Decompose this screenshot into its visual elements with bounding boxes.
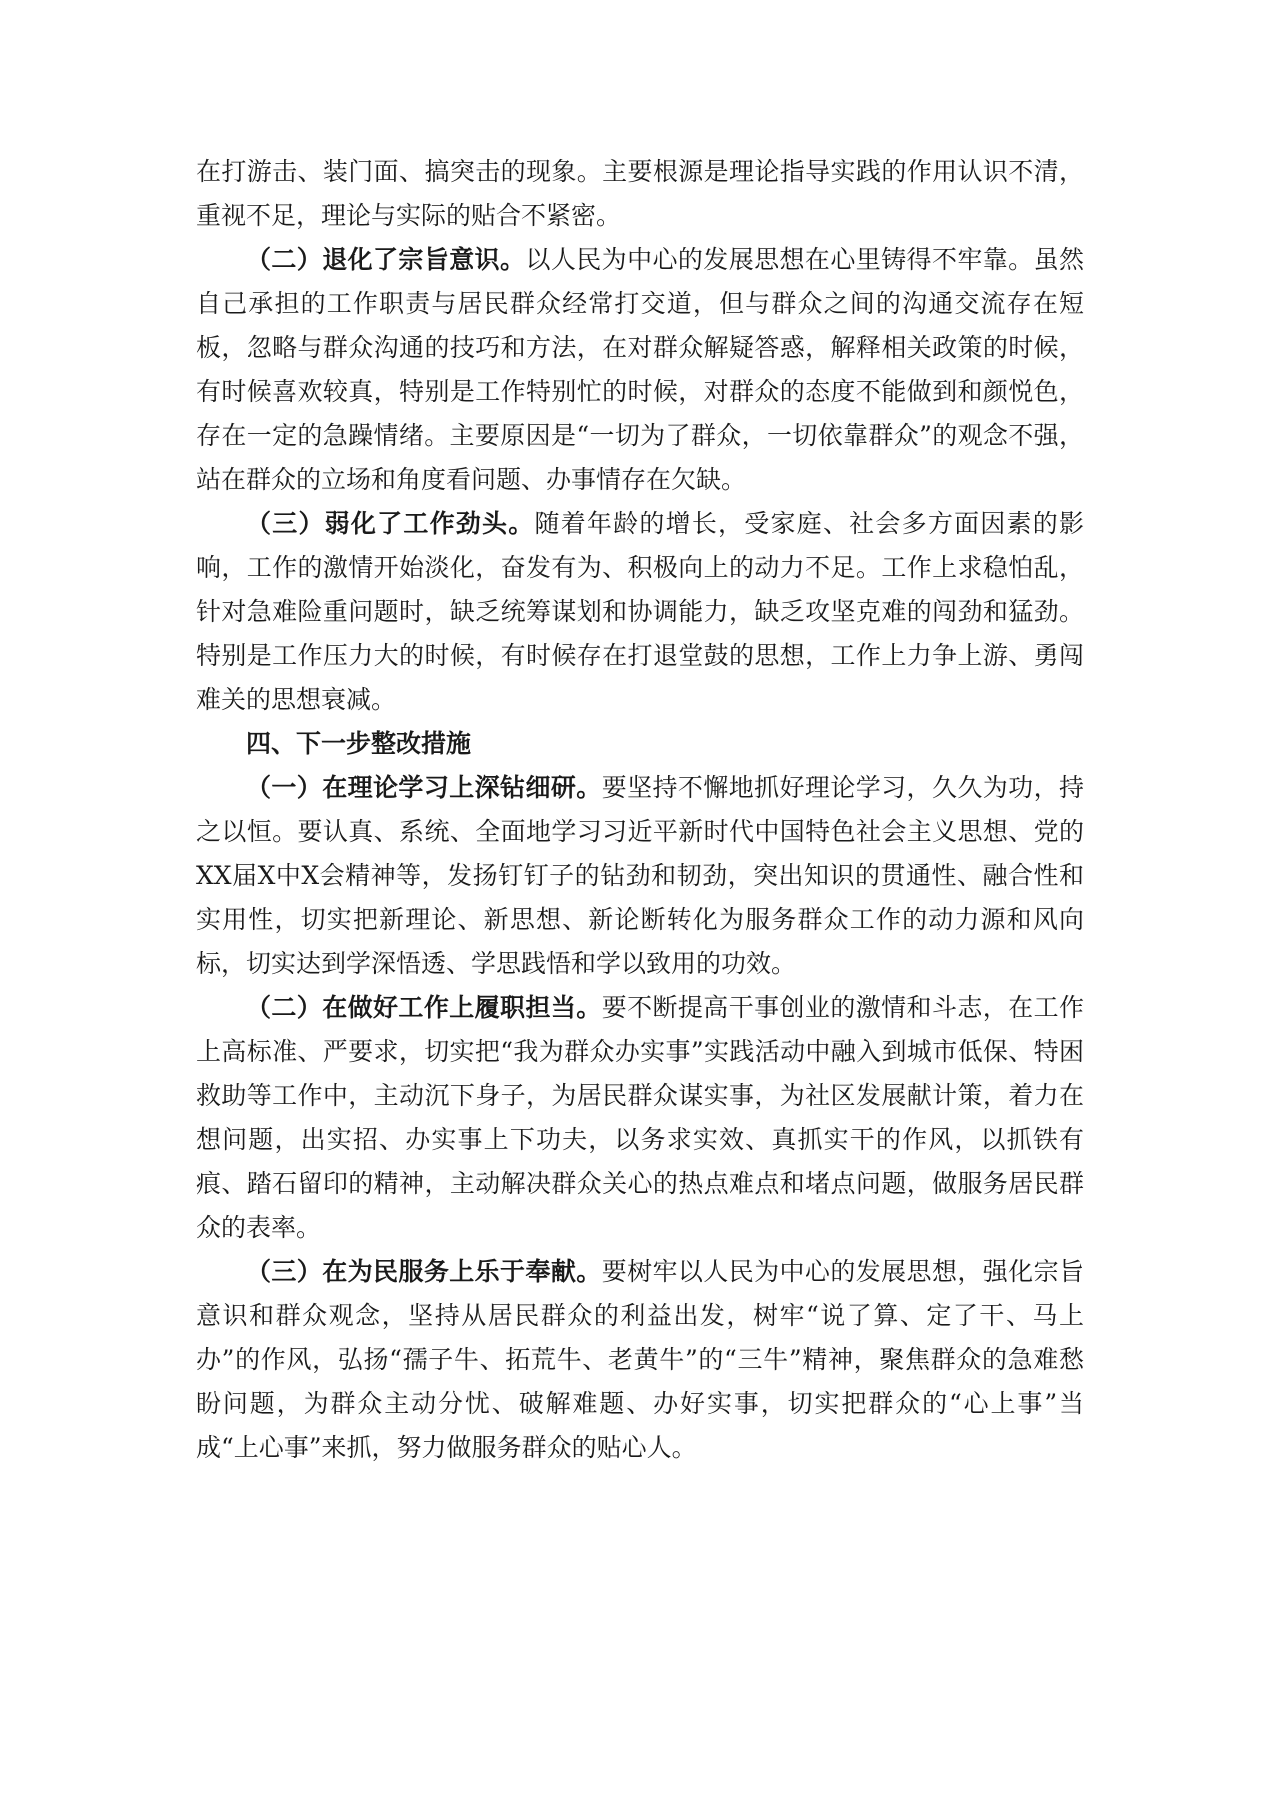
paragraph-continuation <box>196 150 1084 238</box>
paragraph-weakened-drive <box>196 502 1084 722</box>
paragraph-text: 要坚持不懈地抓好理论学习，久久为功，持之以恒。要认真、系统、全面地学习习近平新时代中国特色社会主义思想、党的XX届X中X会精神等，发扬钉钉子的钻劲和韧劲，突出知识的贯通性、融合性和实用性，切实把新理论、新思想、新论断转化为服务群众工作的动力源和风向标，切实达到学深悟透、学思践悟和学以致用的功效。 <box>196 773 1084 978</box>
paragraph-lead: （二）在做好工作上履职担当。 <box>246 993 602 1022</box>
paragraph-text: 要不断提高干事创业的激情和斗志，在工作上高标准、严要求，切实把“我为群众办实事”实践活动中融入到城市低保、特困救助等工作中，主动沉下身子，为居民群众谋实事，为社区发展献计策，着力在想问题，出实招、办实事上下功夫，以务求实效、真抓实干的作风，以抓铁有痕、踏石留印的精神，主动解决群众关心的热点难点和堵点问题，做服务居民群众的表率。 <box>196 993 1084 1242</box>
paragraph-text: 在打游击、装门面、搞突击的现象。主要根源是理论指导实践的作用认识不清，重视不足，理论与实际的贴合不紧密。 <box>196 157 1084 230</box>
paragraph-lead: （二）退化了宗旨意识。 <box>246 245 526 274</box>
paragraph-lead: （一）在理论学习上深钻细研。 <box>246 773 602 802</box>
paragraph-theory-study <box>196 766 1084 986</box>
paragraph-lead: （三）弱化了工作劲头。 <box>246 509 535 538</box>
paragraph-text: 以人民为中心的发展思想在心里铸得不牢靠。虽然自己承担的工作职责与居民群众经常打交道，但与群众之间的沟通交流存在短板，忽略与群众沟通的技巧和方法，在对群众解疑答惑，解释相关政策的时候，有时候喜欢较真，特别是工作特别忙的时候，对群众的态度不能做到和颜悦色，存在一定的急躁情绪。主要原因是“一切为了群众，一切依靠群众”的观念不强，站在群众的立场和角度看问题、办事情存在欠缺。 <box>196 245 1084 494</box>
paragraph-lead: （三）在为民服务上乐于奉献。 <box>246 1257 602 1286</box>
paragraph-duty <box>196 986 1084 1250</box>
paragraph-text: 要树牢以人民为中心的发展思想，强化宗旨意识和群众观念，坚持从居民群众的利益出发，树牢“说了算、定了干、马上办”的作风，弘扬“孺子牛、拓荒牛、老黄牛”的“三牛”精神，聚焦群众的急难愁盼问题，为群众主动分忧、破解难题、办好实事，切实把群众的“心上事”当成“上心事”来抓，努力做服务群众的贴心人。 <box>196 1257 1084 1462</box>
paragraph-text: 随着年龄的增长，受家庭、社会多方面因素的影响，工作的激情开始淡化，奋发有为、积极向上的动力不足。工作上求稳怕乱，针对急难险重问题时，缺乏统筹谋划和协调能力，缺乏攻坚克难的闯劲和猛劲。特别是工作压力大的时候，有时候存在打退堂鼓的思想，工作上力争上游、勇闯难关的思想衰减。 <box>196 509 1084 714</box>
paragraph-weakened-purpose <box>196 238 1084 502</box>
paragraph-service <box>196 1250 1084 1470</box>
section-heading: 四、下一步整改措施 <box>246 729 472 758</box>
document-body <box>196 150 1084 1470</box>
